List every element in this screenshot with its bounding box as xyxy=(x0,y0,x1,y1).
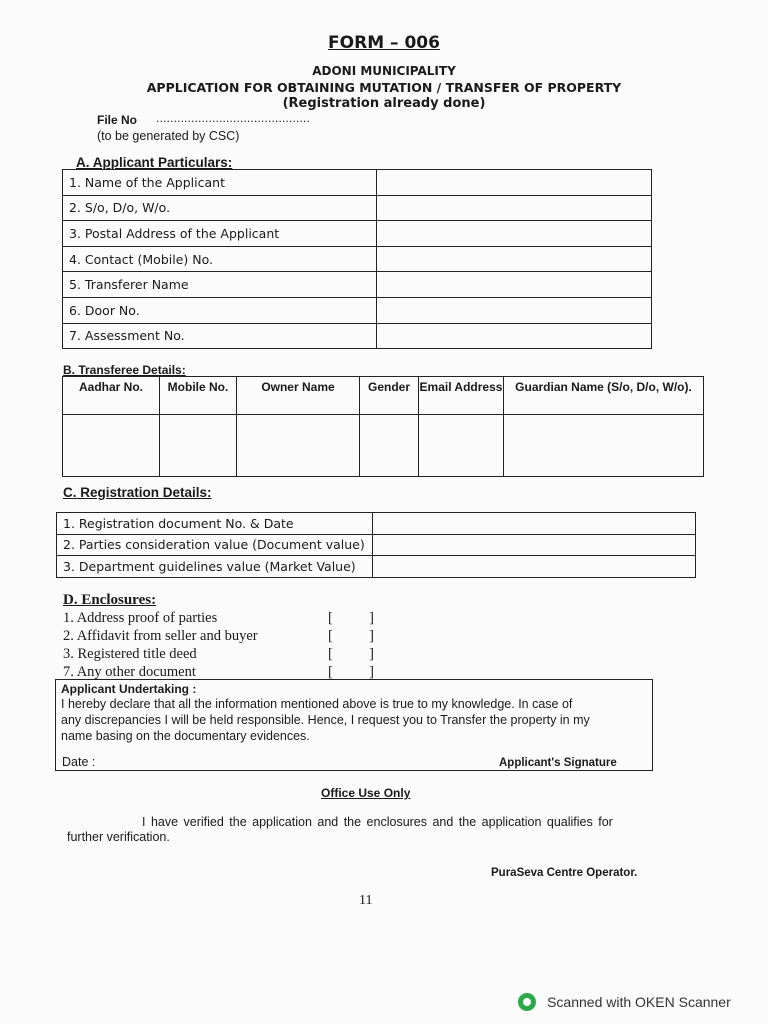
undertaking-title: Applicant Undertaking : xyxy=(61,682,197,696)
row-label: 2. Parties consideration value (Document value) xyxy=(57,534,373,556)
office-use-title: Office Use Only xyxy=(321,786,411,800)
scanner-watermark xyxy=(518,991,731,1011)
row-label: 2. S/o, D/o, W/o. xyxy=(63,195,377,221)
column-header: Gender xyxy=(360,377,419,415)
file-no-label: File No xyxy=(97,113,138,127)
section-a-title: A. Applicant Particulars: xyxy=(76,155,233,170)
row-label: 3. Department guidelines value (Market Value) xyxy=(57,556,373,578)
table-row xyxy=(57,556,696,578)
guardian-name-field[interactable] xyxy=(504,415,704,477)
enclosure-item: 3. Registered title deed xyxy=(63,646,197,662)
column-header: Guardian Name (S/o, D/o, W/o). xyxy=(504,377,704,415)
row-label: 6. Door No. xyxy=(63,297,377,323)
transferee-details-table xyxy=(62,376,704,477)
table-header-row xyxy=(63,377,704,415)
market-value-field[interactable] xyxy=(373,556,696,578)
undertaking-line: I hereby declare that all the information mentioned above is true to my knowledge. In case of xyxy=(61,697,573,711)
section-d-title: D. Enclosures: xyxy=(63,592,157,608)
row-label: 3. Postal Address of the Applicant xyxy=(63,221,377,247)
postal-address-field[interactable] xyxy=(377,221,652,247)
enclosure-checkbox[interactable]: [ ] xyxy=(328,628,374,644)
row-label: 7. Assessment No. xyxy=(63,323,377,349)
oken-logo-icon xyxy=(518,993,536,1011)
table-row xyxy=(63,323,652,349)
row-label: 1. Registration document No. & Date xyxy=(57,513,373,535)
applicant-name-field[interactable] xyxy=(377,170,652,196)
email-field[interactable] xyxy=(419,415,504,477)
office-verification-line: further verification. xyxy=(67,830,170,844)
enclosure-checkbox[interactable]: [ ] xyxy=(328,664,374,680)
table-row xyxy=(63,221,652,247)
table-row xyxy=(57,513,696,535)
file-no-field[interactable]: ............................................ xyxy=(156,112,310,125)
contact-field[interactable] xyxy=(377,246,652,272)
door-no-field[interactable] xyxy=(377,297,652,323)
section-b-title: B. Transferee Details: xyxy=(63,363,186,377)
transferer-name-field[interactable] xyxy=(377,272,652,298)
enclosure-item: 7. Any other document xyxy=(63,664,196,680)
form-number: FORM – 006 xyxy=(328,33,440,53)
gender-field[interactable] xyxy=(360,415,419,477)
table-row xyxy=(63,246,652,272)
municipality-name: ADONI MUNICIPALITY xyxy=(312,64,456,78)
table-row xyxy=(63,170,652,196)
enclosure-item: 2. Affidavit from seller and buyer xyxy=(63,628,258,644)
applicant-particulars-table xyxy=(62,169,652,349)
application-title: APPLICATION FOR OBTAINING MUTATION / TRANSFER OF PROPERTY xyxy=(146,80,622,95)
section-c-title: C. Registration Details: xyxy=(63,485,212,500)
table-row xyxy=(63,297,652,323)
registration-details-table xyxy=(56,512,696,578)
undertaking-line: name basing on the documentary evidences. xyxy=(61,729,310,743)
column-header: Owner Name xyxy=(237,377,360,415)
office-verification-line: I have verified the application and the enclosures and the application qualifies for xyxy=(142,815,613,829)
row-label: 4. Contact (Mobile) No. xyxy=(63,246,377,272)
assessment-no-field[interactable] xyxy=(377,323,652,349)
page-number: 11 xyxy=(359,893,373,908)
registration-doc-field[interactable] xyxy=(373,513,696,535)
enclosure-checkbox[interactable]: [ ] xyxy=(328,646,374,662)
undertaking-line: any discrepancies I will be held responsible. Hence, I request you to Transfer the property in my xyxy=(61,713,590,727)
relation-field[interactable] xyxy=(377,195,652,221)
date-label: Date : xyxy=(62,755,96,769)
scanner-text: Scanned with OKEN Scanner xyxy=(547,993,731,1010)
applicant-signature-label: Applicant's Signature xyxy=(499,757,617,769)
mobile-field[interactable] xyxy=(160,415,237,477)
column-header: Aadhar No. xyxy=(63,377,160,415)
column-header: Email Address xyxy=(419,377,504,415)
application-subtitle: (Registration already done) xyxy=(282,96,486,111)
owner-name-field[interactable] xyxy=(237,415,360,477)
enclosure-item: 1. Address proof of parties xyxy=(63,610,218,626)
table-row xyxy=(63,195,652,221)
table-row xyxy=(57,534,696,556)
table-row xyxy=(63,415,704,477)
row-label: 1. Name of the Applicant xyxy=(63,170,377,196)
table-row xyxy=(63,272,652,298)
consideration-value-field[interactable] xyxy=(373,534,696,556)
column-header: Mobile No. xyxy=(160,377,237,415)
aadhar-field[interactable] xyxy=(63,415,160,477)
file-no-note: (to be generated by CSC) xyxy=(97,129,240,143)
operator-label: PuraSeva Centre Operator. xyxy=(491,867,638,879)
enclosure-checkbox[interactable]: [ ] xyxy=(328,610,374,626)
row-label: 5. Transferer Name xyxy=(63,272,377,298)
